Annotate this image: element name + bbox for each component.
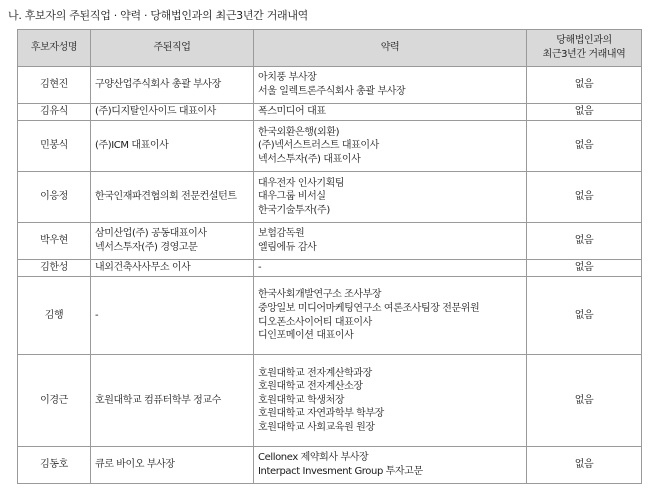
transaction-history-cell: 없음 [527, 260, 642, 277]
career-line: 보험감독원 [258, 228, 305, 240]
transaction-history-cell: 없음 [527, 447, 642, 484]
candidate-name-cell: 이응정 [18, 172, 91, 223]
candidate-name-cell: 김한성 [18, 260, 91, 277]
career-cell [254, 172, 527, 223]
table-row [18, 172, 642, 223]
career-line: 호원대학교 학생처장 [258, 394, 345, 406]
table-row [18, 223, 642, 260]
career-cell [254, 223, 527, 260]
main-job-line: 한국인재파견협의회 전문컨설턴트 [95, 191, 237, 203]
career-cell [254, 277, 527, 355]
career-cell [254, 121, 527, 172]
table-header-row [18, 30, 642, 67]
main-job-line: 삼미산업(주) 공동대표이사 [95, 228, 207, 240]
transaction-history-cell: 없음 [527, 104, 642, 121]
main-job-cell [91, 355, 254, 447]
main-job-cell [91, 104, 254, 121]
main-job-line: 내외건축사사무소 이사 [95, 262, 191, 274]
main-job-line: 큐로 바이오 부사장 [95, 459, 175, 471]
candidate-name-cell: 김유식 [18, 104, 91, 121]
career-line: 한국사회개발연구소 조사부장 [258, 289, 382, 301]
career-line: 한국기술투자(주) [258, 204, 330, 216]
candidate-name-cell: 김행 [18, 277, 91, 355]
career-line: Cellonex 제약회사 부사장 [258, 452, 369, 464]
career-line: 호원대학교 자연과학부 학부장 [258, 408, 384, 420]
career-cell [254, 104, 527, 121]
career-line: 디오폰소사이어티 대표이사 [258, 316, 372, 328]
career-line: 대우전자 인사기획팀 [258, 177, 345, 189]
candidate-name-cell: 이경근 [18, 355, 91, 447]
career-line: 아치풍 부사장 [258, 72, 317, 84]
career-line: - [258, 262, 262, 274]
table-row [18, 121, 642, 172]
transaction-history-cell: 없음 [527, 223, 642, 260]
header-career: 약력 [254, 30, 527, 67]
header-job: 주된직업 [91, 30, 254, 67]
main-job-cell [91, 172, 254, 223]
career-line: Interpact Invesment Group 투자고문 [258, 466, 423, 477]
main-job-line: 넥서스투자(주) 경영고문 [95, 242, 198, 253]
career-line: 서울 일렉트론주식회사 총괄 부사장 [258, 86, 406, 97]
career-line: 대우그룹 비서실 [258, 191, 326, 203]
main-job-cell [91, 277, 254, 355]
main-job-cell [91, 67, 254, 104]
career-line: 폭스미디어 대표 [258, 106, 326, 118]
career-cell [254, 260, 527, 277]
career-line: 중앙일보 미디어마케팅연구소 여론조사팀장 전문위원 [258, 302, 480, 314]
career-cell [254, 447, 527, 484]
transaction-history-cell: 없음 [527, 121, 642, 172]
career-line: 한국외환은행(외환) [258, 126, 340, 138]
candidate-table [17, 29, 642, 484]
table-row [18, 260, 642, 277]
career-line: (주)넥서스트러스트 대표이사 [258, 140, 379, 152]
main-job-cell [91, 121, 254, 172]
candidate-name-cell: 김동호 [18, 447, 91, 484]
main-job-line: - [95, 309, 99, 321]
table-row [18, 447, 642, 484]
transaction-history-cell: 없음 [527, 67, 642, 104]
header-transactions [527, 30, 642, 67]
career-line: 호원대학교 전자계산소장 [258, 381, 363, 393]
main-job-line: (주)디지탈인사이드 대표이사 [95, 106, 216, 118]
main-job-line: 구양산업주식회사 총괄 부사장 [95, 79, 221, 91]
table-row [18, 277, 642, 355]
main-job-cell [91, 223, 254, 260]
career-line: 디인포메이션 대표이사 [258, 330, 354, 342]
main-job-line: 호원대학교 컴퓨터학부 정교수 [95, 394, 221, 406]
career-line: 넥서스투자(주) 대표이사 [258, 153, 361, 165]
table-row [18, 355, 642, 447]
transaction-history-cell: 없음 [527, 355, 642, 447]
career-cell [254, 355, 527, 447]
table-row [18, 104, 642, 121]
candidate-name-cell: 민봉식 [18, 121, 91, 172]
candidate-name-cell: 박우현 [18, 223, 91, 260]
main-job-line: (주)ICM 대표이사 [95, 140, 169, 152]
candidate-name-cell: 김현진 [18, 67, 91, 104]
career-line: 호원대학교 사회교육원 원장 [258, 421, 375, 433]
main-job-cell [91, 260, 254, 277]
table-row [18, 67, 642, 104]
transaction-history-cell: 없음 [527, 172, 642, 223]
career-cell [254, 67, 527, 104]
career-line: 엘림에듀 감사 [258, 242, 317, 253]
header-name: 후보자성명 [18, 30, 91, 67]
career-line: 호원대학교 전자계산학과장 [258, 367, 372, 379]
section-title: 나. 후보자의 주된직업 · 약력 · 당해법인과의 최근3년간 거래내역 [8, 9, 309, 22]
transaction-history-cell: 없음 [527, 277, 642, 355]
header-transactions-line-1: 당해법인과의 [556, 35, 612, 47]
header-transactions-line-2: 최근3년간 거래내역 [542, 49, 626, 60]
main-job-cell [91, 447, 254, 484]
